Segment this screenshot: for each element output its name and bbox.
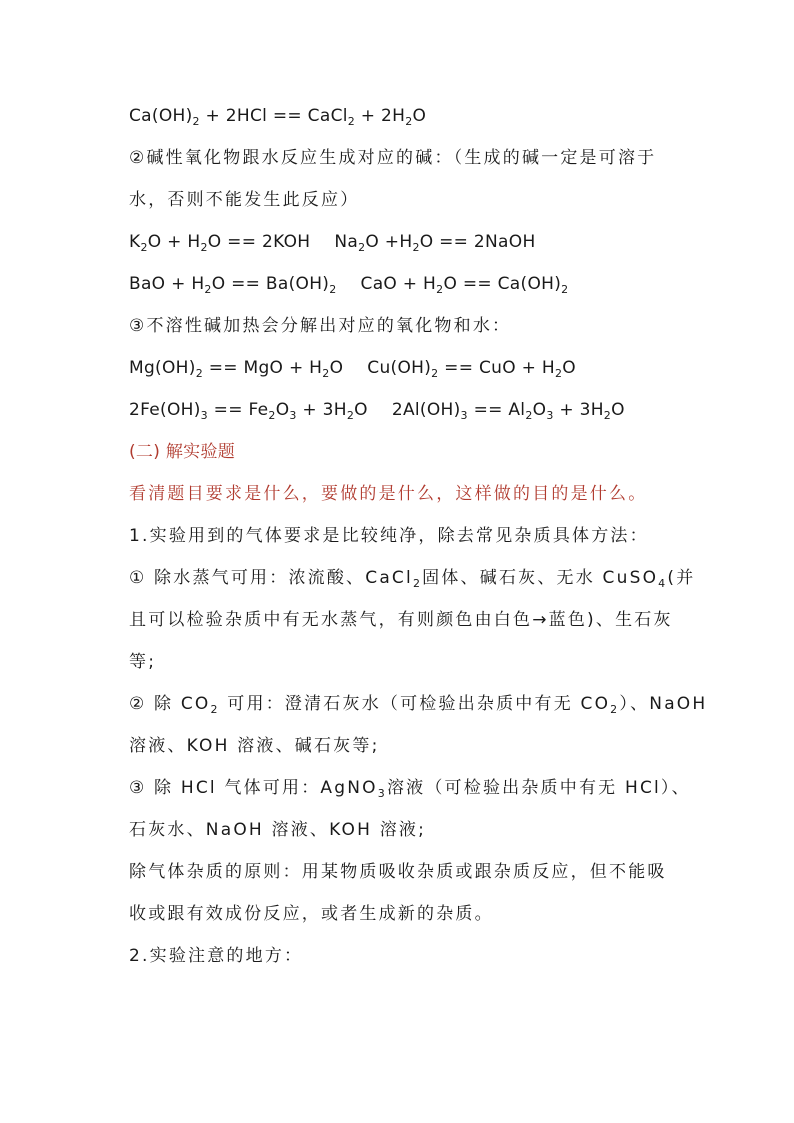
- method-1-line-3: 等;: [129, 652, 157, 672]
- method-1-line-1: ① 除水蒸气可用：浓流酸、CaCl$_2$固体、碱石灰、无水 CuSO$_4$(并: [129, 568, 696, 590]
- rule-3-heading: ③不溶性碱加热会分解出对应的氧化物和水：: [129, 316, 512, 336]
- section-note: 看清题目要求是什么，要做的是什么，这样做的目的是什么。: [129, 484, 648, 504]
- equation-line-4: $Mg(OH)_2$ == MgO + $H_2O$ $Cu(OH)_2$ == CuO + $H_2O$: [129, 358, 576, 380]
- equation-line-1: $Ca(OH)_2 + 2HCl$ == CaCl$_2$ + $2H_2O$: [129, 106, 427, 128]
- rule-2-heading: ②碱性氧化物跟水反应生成对应的碱：（生成的碱一定是可溶于: [129, 148, 657, 168]
- item-1-heading: 1.实验用到的气体要求是比较纯净，除去常见杂质具体方法：: [129, 526, 649, 546]
- equation-line-3: BaO + $H_2O == Ba(OH)_2$ CaO + $H_2O == Ca(OH)_2$: [129, 274, 569, 296]
- principle-line-2: 收或跟有效成份反应，或者生成新的杂质。: [129, 904, 494, 924]
- section-heading: (二) 解实验题: [129, 442, 236, 462]
- rule-2-heading-cont: 水，否则不能发生此反应）: [129, 190, 360, 210]
- method-3-line-2: 石灰水、NaOH 溶液、KOH 溶液;: [129, 820, 427, 840]
- method-3-line-1: ③ 除 HCl 气体可用：AgNO$_3$溶液（可检验出杂质中有无 HCl）、: [129, 778, 691, 800]
- equation-line-2: $K_2O + H_2O == 2KOH$ $Na_2O +H_2O$ == 2NaOH: [129, 232, 536, 254]
- principle-line-1: 除气体杂质的原则：用某物质吸收杂质或跟杂质反应，但不能吸: [129, 862, 667, 882]
- equation-line-5: $2Fe(OH)_3 == Fe_2O_3 + 3H_2O$ $2Al(OH)_3 == Al_2O_3 + 3H_2O$: [129, 400, 625, 422]
- method-2-line-1: ② 除 $CO_2$ 可用：澄清石灰水（可检验出杂质中有无 $CO_2$）、NaOH: [129, 694, 708, 716]
- item-2-heading: 2.实验注意的地方：: [129, 946, 304, 966]
- method-1-line-2: 且可以检验杂质中有无水蒸气，有则颜色由白色→蓝色)、生石灰: [129, 610, 673, 630]
- method-2-line-2: 溶液、KOH 溶液、碱石灰等;: [129, 736, 380, 756]
